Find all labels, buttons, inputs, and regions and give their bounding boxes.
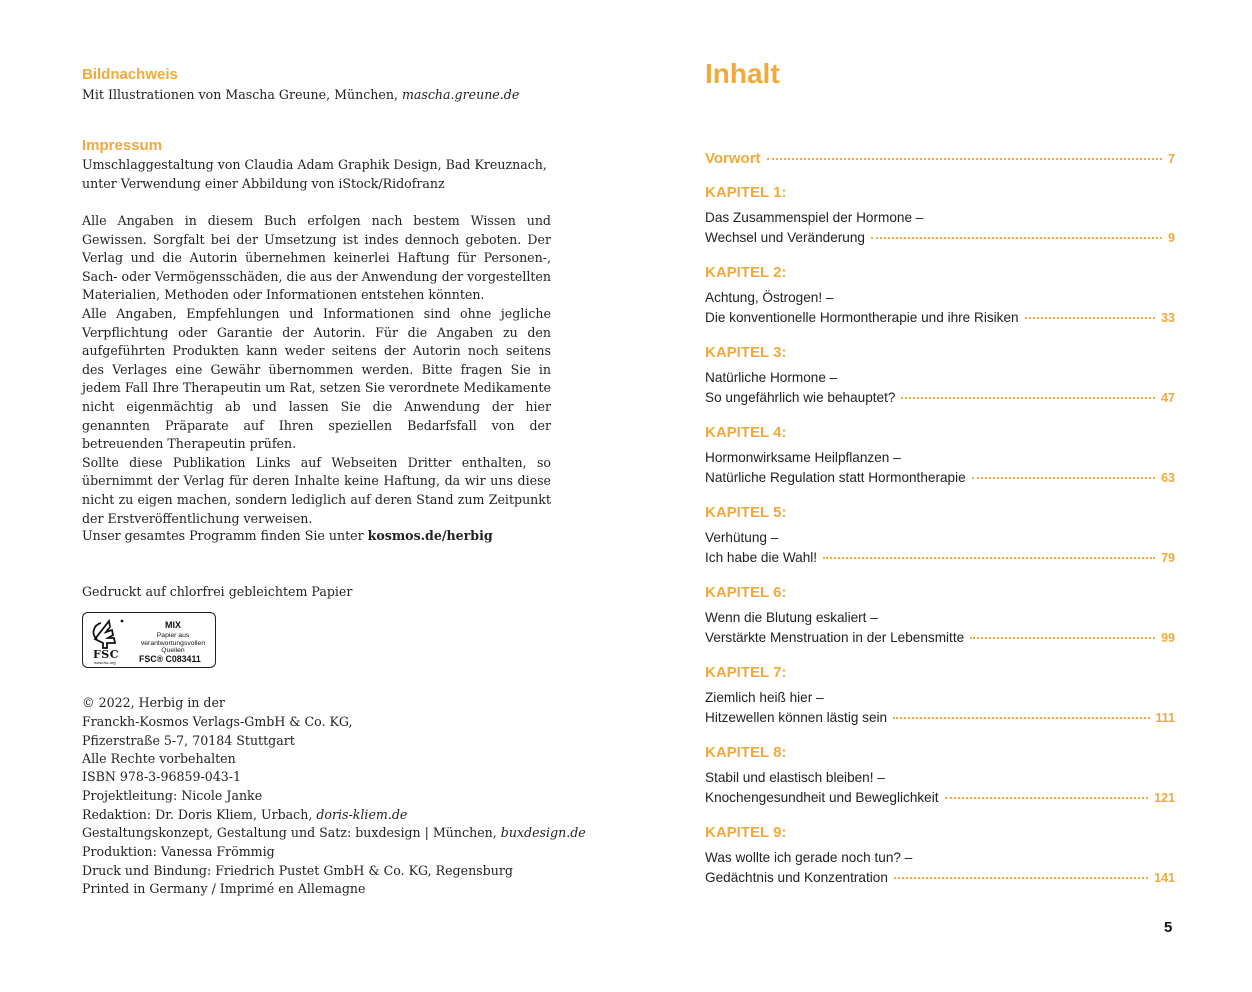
programm-link[interactable]: kosmos.de/herbig [367, 528, 493, 543]
toc-chapter-page: 99 [1161, 631, 1175, 645]
credit-copyright: © 2022, Herbig in der [82, 695, 225, 710]
toc-chapter-line-2: Natürliche Regulation statt Hormontherapie [705, 470, 966, 485]
fsc-code: FSC® C083411 [139, 654, 201, 664]
toc-chapter-line-1[interactable]: Was wollte ich gerade noch tun? – [705, 850, 913, 865]
toc-chapter-entry[interactable] [705, 230, 1175, 250]
toc-leader-dots [972, 477, 1155, 479]
toc-chapter-line-1[interactable]: Stabil und elastisch bleiben! – [705, 770, 885, 785]
toc-chapter-entry[interactable] [705, 550, 1175, 570]
toc-chapter-entry[interactable] [705, 870, 1175, 890]
toc-chapter-heading: KAPITEL 4: [705, 424, 787, 441]
credit-projekt: Projektleitung: Nicole Janke [82, 788, 263, 803]
fsc-tree-icon [89, 617, 129, 649]
credit-printed: Printed in Germany / Imprimé en Allemagne [82, 881, 366, 896]
toc-chapter-line-1[interactable]: Hormonwirksame Heilpflanzen – [705, 450, 901, 465]
toc-chapter-heading: KAPITEL 6: [705, 584, 787, 601]
fsc-web: www.fsc.org [94, 660, 116, 665]
toc-vorwort-label: Vorwort [705, 150, 761, 167]
toc-chapter-line-2: Verstärkte Menstruation in der Lebensmitte [705, 630, 965, 645]
toc-chapter-line-1[interactable]: Verhütung – [705, 530, 779, 545]
toc-chapter-line-1[interactable]: Wenn die Blutung eskaliert – [705, 610, 878, 625]
toc-chapter-heading: KAPITEL 7: [705, 664, 787, 681]
toc-leader-dots [970, 637, 1155, 639]
toc-chapter-line-2: Ich habe die Wahl! [705, 550, 818, 565]
credit-gestaltung-text: Gestaltungskonzept, Gestaltung und Satz: buxdesign | München, [82, 825, 501, 840]
toc-chapter-heading: KAPITEL 5: [705, 504, 787, 521]
toc-leader-dots [767, 158, 1162, 160]
toc-chapter-entry[interactable] [705, 390, 1175, 410]
toc-chapter-page: 47 [1161, 391, 1175, 405]
toc-leader-dots [871, 237, 1162, 239]
toc-chapter-heading: KAPITEL 8: [705, 744, 787, 761]
toc-chapter-heading: KAPITEL 2: [705, 264, 787, 281]
toc-chapter-line-2: Wechsel und Veränderung [705, 230, 865, 245]
toc-title: Inhalt [705, 58, 780, 89]
toc-chapter-page: 121 [1154, 791, 1175, 805]
bildnachweis-heading: Bildnachweis [82, 66, 178, 83]
fsc-mix: MIX [165, 620, 182, 630]
toc-chapter-line-1[interactable]: Das Zusammenspiel der Hormone – [705, 210, 924, 225]
page-number: 5 [1164, 919, 1173, 936]
toc-chapter-page: 9 [1168, 231, 1175, 245]
credit-gestaltung [82, 824, 586, 843]
credit-produktion: Produktion: Vanessa Frömmig [82, 844, 275, 859]
fsc-mark: FSC [93, 648, 120, 661]
fsc-logo [82, 612, 216, 668]
credit-redaktion-text: Redaktion: Dr. Doris Kliem, Urbach, [82, 807, 317, 822]
programm-line [82, 527, 493, 546]
toc-chapter-line-2: Gedächtnis und Konzentration [705, 870, 888, 885]
toc-chapter-entry[interactable] [705, 630, 1175, 650]
credit-address: Pfizerstraße 5-7, 70184 Stuttgart [82, 733, 295, 748]
bildnachweis-text [82, 86, 519, 105]
toc-leader-dots [893, 717, 1149, 719]
toc-chapter-page: 33 [1161, 311, 1175, 325]
toc-chapter-page: 63 [1161, 471, 1175, 485]
toc-chapter-entry[interactable] [705, 310, 1175, 330]
toc-chapter-line-1[interactable]: Natürliche Hormone – [705, 370, 838, 385]
toc-chapter-line-2: Die konventionelle Hormontherapie und ihre Risiken [705, 310, 1019, 325]
credit-druck: Druck und Bindung: Friedrich Pustet GmbH & Co. KG, Regensburg [82, 863, 513, 878]
toc-chapter-heading: KAPITEL 3: [705, 344, 787, 361]
credit-rights: Alle Rechte vorbehalten [82, 751, 236, 766]
toc-leader-dots [901, 397, 1155, 399]
toc-leader-dots [823, 557, 1155, 559]
toc-chapter-line-1[interactable]: Achtung, Östrogen! – [705, 290, 834, 305]
bildnachweis-credit: Mit Illustrationen von Mascha Greune, München, [82, 87, 402, 102]
impressum-heading: Impressum [82, 137, 163, 154]
toc-chapter-entry[interactable] [705, 470, 1175, 490]
toc-leader-dots [1025, 317, 1156, 319]
credit-redaktion [82, 806, 407, 825]
paper-note: Gedruckt auf chlorfrei gebleichtem Papier [82, 584, 353, 599]
bildnachweis-link[interactable]: mascha.greune.de [401, 87, 520, 102]
toc-chapter-line-2: So ungefährlich wie behauptet? [705, 390, 896, 405]
toc-chapter-page: 141 [1154, 871, 1175, 885]
toc-chapter-heading: KAPITEL 9: [705, 824, 787, 841]
disclaimer-paragraph-1: Alle Angaben in diesem Buch erfolgen nach bestem Wissen und Gewissen. Sorgfalt bei der Umsetzung ist indes dennoch geboten. Der Verlag und die Autorin übernehmen keinerlei Haftung für Personen-, Sach- oder Vermögensschäden, die aus der Anwendung der vorgestellten Materialien, Methoden oder Informationen entstehen könnten. [82, 213, 551, 303]
credit-gestaltung-link[interactable]: buxdesign.de [500, 825, 586, 840]
toc-chapter-heading: KAPITEL 1: [705, 184, 787, 201]
fsc-paper-text: Papier aus verantwortungsvollen Quellen [140, 632, 206, 654]
credit-publisher: Franckh-Kosmos Verlags-GmbH & Co. KG, [82, 714, 353, 729]
disclaimer-block [82, 212, 551, 528]
toc-vorwort-page: 7 [1168, 152, 1175, 166]
toc-chapter-line-2: Hitzewellen können lästig sein [705, 710, 888, 725]
programm-text: Unser gesamtes Programm finden Sie unter [82, 528, 368, 543]
credit-isbn: ISBN 978-3-96859-043-1 [82, 769, 242, 784]
toc-chapter-line-2: Knochengesundheit und Beweglichkeit [705, 790, 939, 805]
toc-chapter-entry[interactable] [705, 710, 1175, 730]
toc-chapter-entry[interactable] [705, 790, 1175, 810]
credit-redaktion-link[interactable]: doris-kliem.de [316, 807, 408, 822]
toc-chapter-line-1[interactable]: Ziemlich heiß hier – [705, 690, 824, 705]
toc-leader-dots [945, 797, 1149, 799]
toc-leader-dots [894, 877, 1148, 879]
toc-entry-vorwort[interactable] [705, 150, 1175, 170]
impressum-line-2: unter Verwendung einer Abbildung von iStock/Ridofranz [82, 176, 445, 191]
impressum-line-1: Umschlaggestaltung von Claudia Adam Graphik Design, Bad Kreuznach, [82, 157, 547, 172]
toc-chapter-page: 79 [1161, 551, 1175, 565]
disclaimer-paragraph-2: Alle Angaben, Empfehlungen und Informationen sind ohne jegliche Verpflichtung oder Garantie der Autorin. Für die Angaben zu den aufgeführten Produkten kann weder seitens der Autorin noch seitens des Verlages eine Gewähr übernommen werden. Bitte fragen Sie in jedem Fall Ihre Therapeutin um Rat, setzen Sie verordnete Medikamente nicht eigenmächtig ab und lassen Sie die Anwendung der hier genannten Präparate auf Ihren speziellen Bedarfsfall von der betreuenden Therapeutin prüfen. [82, 305, 551, 452]
disclaimer-paragraph-3: Sollte diese Publikation Links auf Webseiten Dritter enthalten, so übernimmt der Verlag für deren Inhalte keine Haftung, da wir uns diese nicht zu eigen machen, sondern lediglich auf deren Stand zum Zeitpunkt der Erstveröffentlichung verweisen. [82, 454, 551, 526]
toc-chapter-page: 111 [1155, 711, 1175, 725]
